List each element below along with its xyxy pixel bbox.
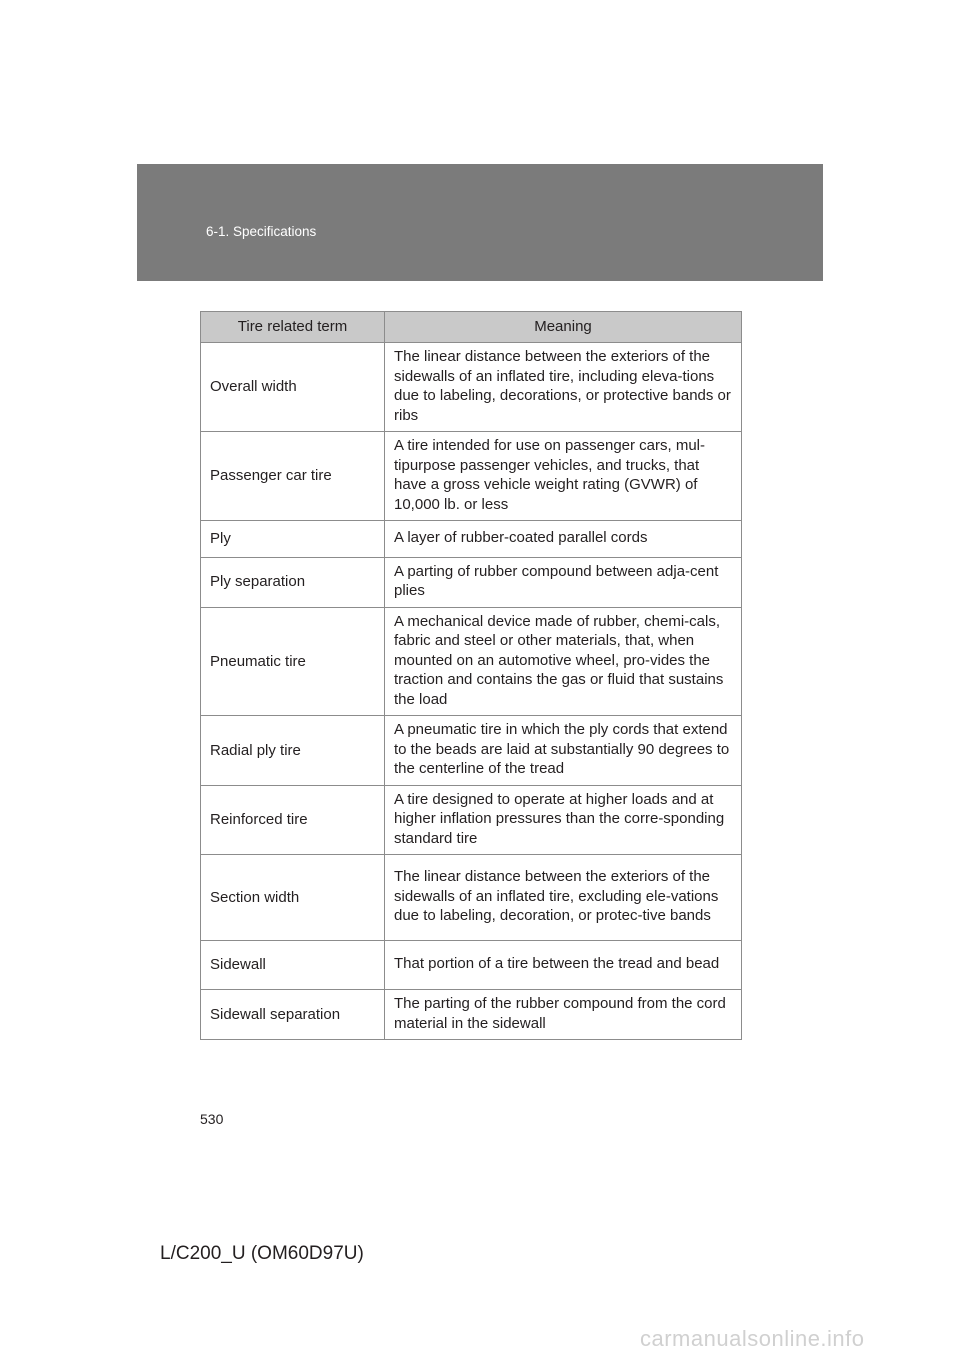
- term-cell: Reinforced tire: [201, 785, 385, 855]
- term-cell: Overall width: [201, 343, 385, 432]
- header-band: [137, 164, 823, 281]
- meaning-cell: The linear distance between the exteriors of the sidewalls of an inflated tire, including eleva-tions due to labeling, decorations, or protective bands or ribs: [385, 343, 742, 432]
- term-cell: Ply: [201, 521, 385, 558]
- tire-terms-table: [200, 311, 742, 1040]
- column-header-term: Tire related term: [201, 312, 385, 343]
- meaning-cell: A parting of rubber compound between adja-cent plies: [385, 557, 742, 607]
- meaning-cell: That portion of a tire between the tread and bead: [385, 941, 742, 990]
- table-row: [201, 557, 742, 607]
- term-cell: Sidewall: [201, 941, 385, 990]
- term-cell: Radial ply tire: [201, 716, 385, 786]
- table-row: [201, 941, 742, 990]
- table-row: [201, 785, 742, 855]
- meaning-cell: A tire intended for use on passenger cars, mul-tipurpose passenger vehicles, and trucks, that have a gross vehicle weight rating (GVWR) of 10,000 lb. or less: [385, 432, 742, 521]
- meaning-cell: A mechanical device made of rubber, chemi-cals, fabric and steel or other materials, that, when mounted on an automotive wheel, pro-vides the traction and contains the gas or fluid that sustains the load: [385, 607, 742, 716]
- page-number: 530: [200, 1111, 224, 1127]
- table-row: [201, 343, 742, 432]
- meaning-cell: The parting of the rubber compound from the cord material in the sidewall: [385, 990, 742, 1040]
- meaning-cell: The linear distance between the exteriors of the sidewalls of an inflated tire, excluding ele-vations due to labeling, decoration, or protec-tive bands: [385, 855, 742, 941]
- term-cell: Section width: [201, 855, 385, 941]
- meaning-cell: A layer of rubber-coated parallel cords: [385, 521, 742, 558]
- table-row: [201, 432, 742, 521]
- term-cell: Sidewall separation: [201, 990, 385, 1040]
- table-row: [201, 716, 742, 786]
- column-header-meaning: Meaning: [385, 312, 742, 343]
- table-row: [201, 521, 742, 558]
- table-header-row: [201, 312, 742, 343]
- document-code: L/C200_U (OM60D97U): [160, 1243, 364, 1264]
- watermark-text: carmanualsonline.info: [640, 1326, 865, 1351]
- table-row: [201, 855, 742, 941]
- meaning-cell: A pneumatic tire in which the ply cords that extend to the beads are laid at substantially 90 degrees to the centerline of the tread: [385, 716, 742, 786]
- term-cell: Passenger car tire: [201, 432, 385, 521]
- term-cell: Pneumatic tire: [201, 607, 385, 716]
- meaning-cell: A tire designed to operate at higher loads and at higher inflation pressures than the corre-sponding standard tire: [385, 785, 742, 855]
- section-label: 6-1. Specifications: [206, 224, 317, 239]
- term-cell: Ply separation: [201, 557, 385, 607]
- table-row: [201, 990, 742, 1040]
- table-row: [201, 607, 742, 716]
